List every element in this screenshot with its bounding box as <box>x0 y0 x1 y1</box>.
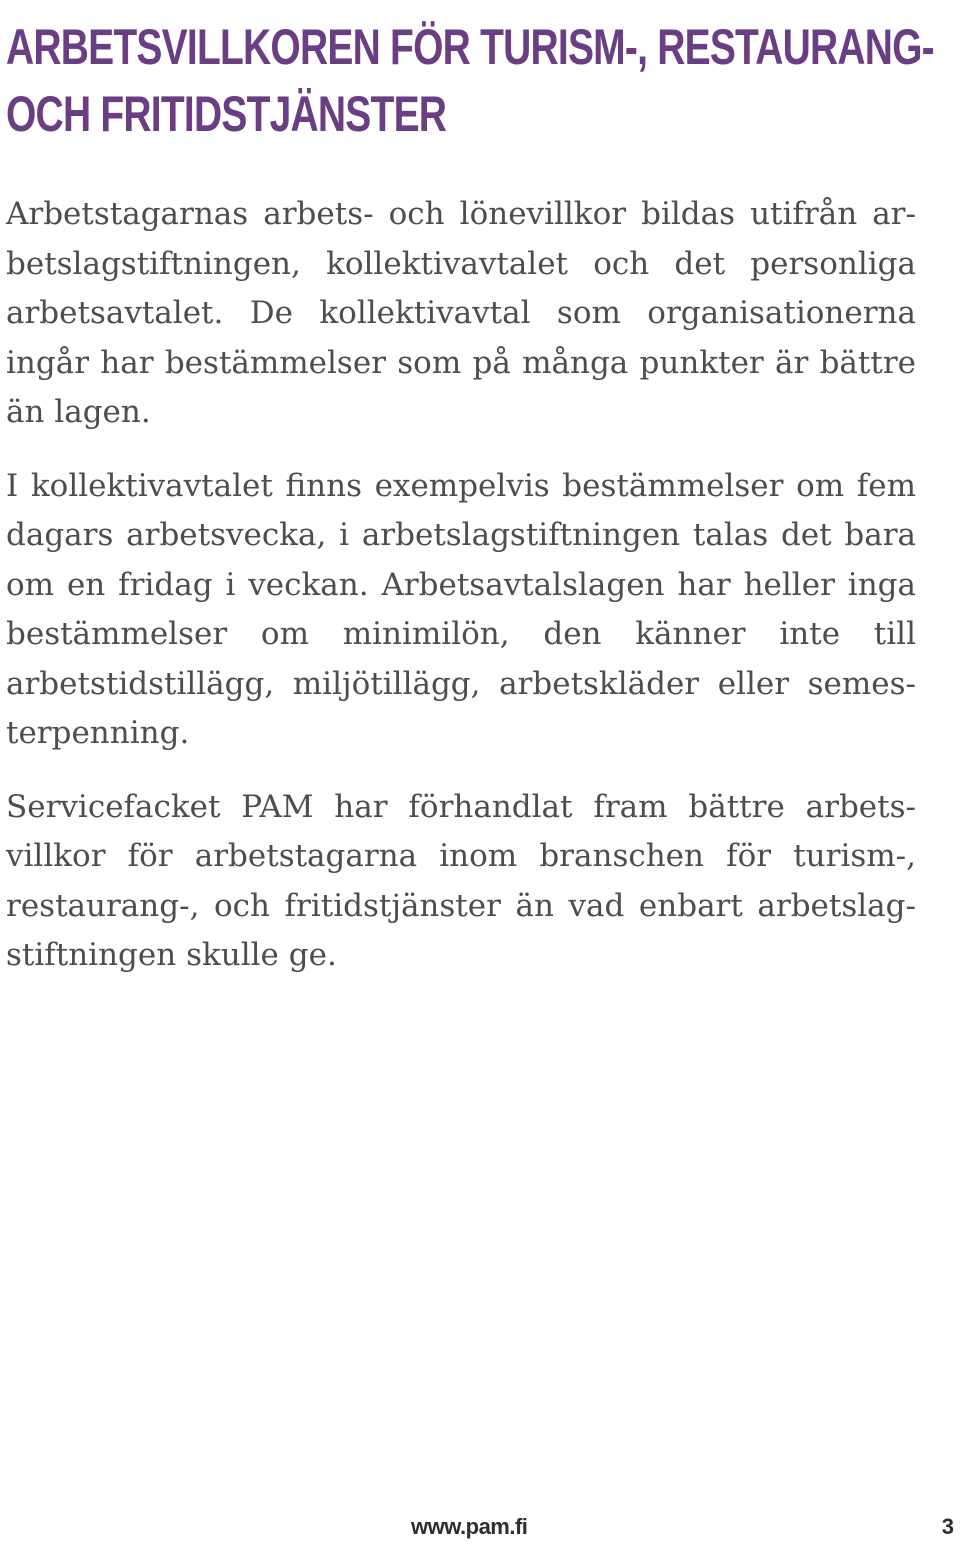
body-text <box>6 190 916 1005</box>
paragraph-intro: Arbetstagarnas arbets- och lönevillkor bildas utifrån arbetslagstiftningen, kollektivavtalet och det personliga arbetsavtalet. De kollektivavtal som organisationerna ingår har bestämmelser som på många punkter är bättre än lagen. <box>6 196 916 430</box>
page-title <box>6 14 934 148</box>
page-title-line-1: ARBETSVILLKOREN FÖR TURISM-, RESTAURANG- <box>6 19 934 75</box>
paragraph-collective-agreement: I kollektivavtalet finns exempelvis bestämmelser om fem dagars arbetsvecka, i arbetslagstiftningen talas det bara om en fridag i veckan. Arbetsavtalslagen har heller inga bestämmelser om minimilön, den känner inte till arbetstidstillägg, miljötillägg, arbetskläder eller semesterpenning. <box>6 467 916 751</box>
footer-website-link[interactable]: www.pam.fi <box>411 1514 528 1539</box>
page-number: 3 <box>941 1514 954 1539</box>
paragraph-servicefacket-pam: Servicefacket PAM har förhandlat fram bättre arbetsvillkor för arbetstagarna inom branschen för turism-, restaurang-, och fritidstjänster än vad enbart arbetslagstiftningen skulle ge. <box>6 788 916 973</box>
page-title-line-2: OCH FRITIDSTJÄNSTER <box>6 86 447 142</box>
